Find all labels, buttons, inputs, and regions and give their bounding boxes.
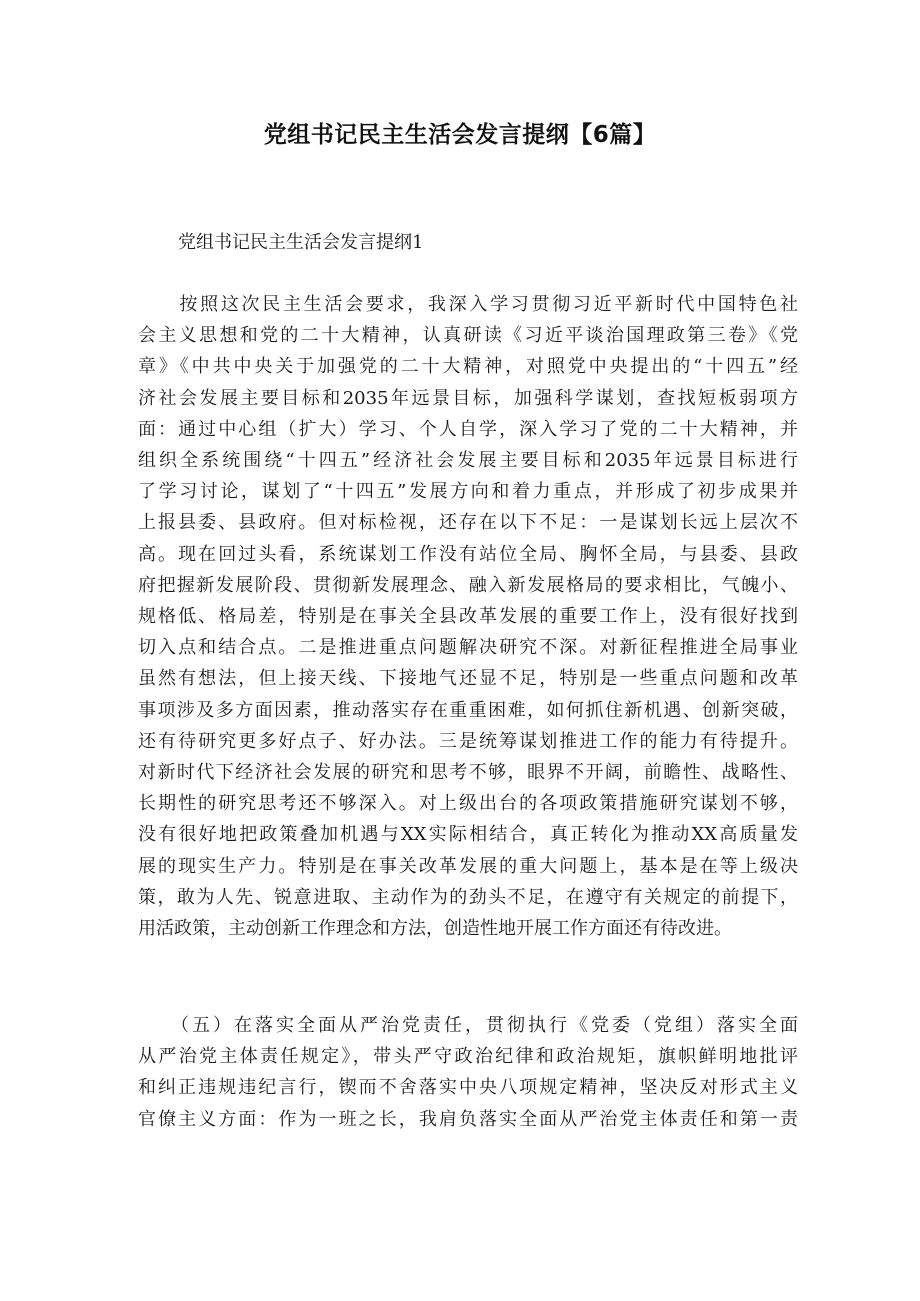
paragraph-line: 用活政策，主动创新工作理念和方法，创造性地开展工作方面还有待改进。 <box>138 918 732 940</box>
paragraph-line: 上报县委、县政府。但对标检视，还存在以下不足：一是谋划长远上层次不 <box>138 512 798 534</box>
paragraph-line: 和纠正违规违纪言行，锲而不舍落实中央八项规定精神，坚决反对形式主义 <box>138 1077 798 1099</box>
paragraph-line: 了学习讨论，谋划了“十四五”发展方向和着力重点，并形成了初步成果并 <box>138 481 798 503</box>
paragraph-line: 事项涉及多方面因素，推动落实存在重重困难，如何抓住新机遇、创新突破， <box>138 699 798 721</box>
paragraph-line: 展的现实生产力。特别是在事关改革发展的重大问题上，基本是在等上级决 <box>138 855 798 877</box>
paragraph-line: 府把握新发展阶段、贯彻新发展理念、融入新发展格局的要求相比，气魄小、 <box>138 574 798 596</box>
paragraph-line: 按照这次民主生活会要求，我深入学习贯彻习近平新时代中国特色社 <box>138 294 798 315</box>
section-heading: 党组书记民主生活会发言提纲1 <box>178 232 424 253</box>
paragraph-line: 切入点和结合点。二是推进重点问题解决研究不深。对新征程推进全局事业 <box>138 637 798 659</box>
paragraph-line: 济社会发展主要目标和2035年远景目标，加强科学谋划，查找短板弱项方 <box>138 387 798 409</box>
body-paragraph-1 <box>138 289 798 944</box>
paragraph-line: 高。现在回过头看，系统谋划工作没有站位全局、胸怀全局，与县委、县政 <box>138 543 798 565</box>
paragraph-line: 还有待研究更多好点子、好办法。三是统筹谋划推进工作的能力有待提升。 <box>138 730 798 752</box>
paragraph-line: （五）在落实全面从严治党责任，贯彻执行《党委（党组）落实全面 <box>138 1015 798 1036</box>
paragraph-line: 规格低、格局差，特别是在事关全县改革发展的重要工作上，没有很好找到 <box>138 606 798 628</box>
body-paragraph-2 <box>138 1010 798 1135</box>
paragraph-line: 策，敢为人先、锐意进取、主动作为的劲头不足，在遵守有关规定的前提下， <box>138 886 798 908</box>
paragraph-line: 组织全系统围绕“十四五”经济社会发展主要目标和2035年远景目标进行 <box>138 450 798 472</box>
paragraph-line: 没有很好地把政策叠加机遇与XX实际相结合，真正转化为推动XX高质量发 <box>138 824 798 846</box>
paragraph-line: 会主义思想和党的二十大精神，认真研读《习近平谈治国理政第三卷》《党 <box>138 325 798 347</box>
document-title: 党组书记民主生活会发言提纲【6篇】 <box>263 122 657 148</box>
paragraph-line: 官僚主义方面：作为一班之长，我肩负落实全面从严治党主体责任和第一责 <box>138 1108 798 1130</box>
paragraph-line: 虽然有想法，但上接天线、下接地气还显不足，特别是一些重点问题和改革 <box>138 668 798 690</box>
paragraph-line: 面：通过中心组（扩大）学习、个人自学，深入学习了党的二十大精神，并 <box>138 418 798 440</box>
paragraph-line: 章》《中共中央关于加强党的二十大精神，对照党中央提出的“十四五”经 <box>138 356 798 378</box>
paragraph-line: 对新时代下经济社会发展的研究和思考不够，眼界不开阔，前瞻性、战略性、 <box>138 762 798 784</box>
paragraph-line: 长期性的研究思考还不够深入。对上级出台的各项政策措施研究谋划不够， <box>138 793 798 815</box>
paragraph-line: 从严治党主体责任规定》，带头严守政治纪律和政治规矩，旗帜鲜明地批评 <box>138 1046 798 1068</box>
